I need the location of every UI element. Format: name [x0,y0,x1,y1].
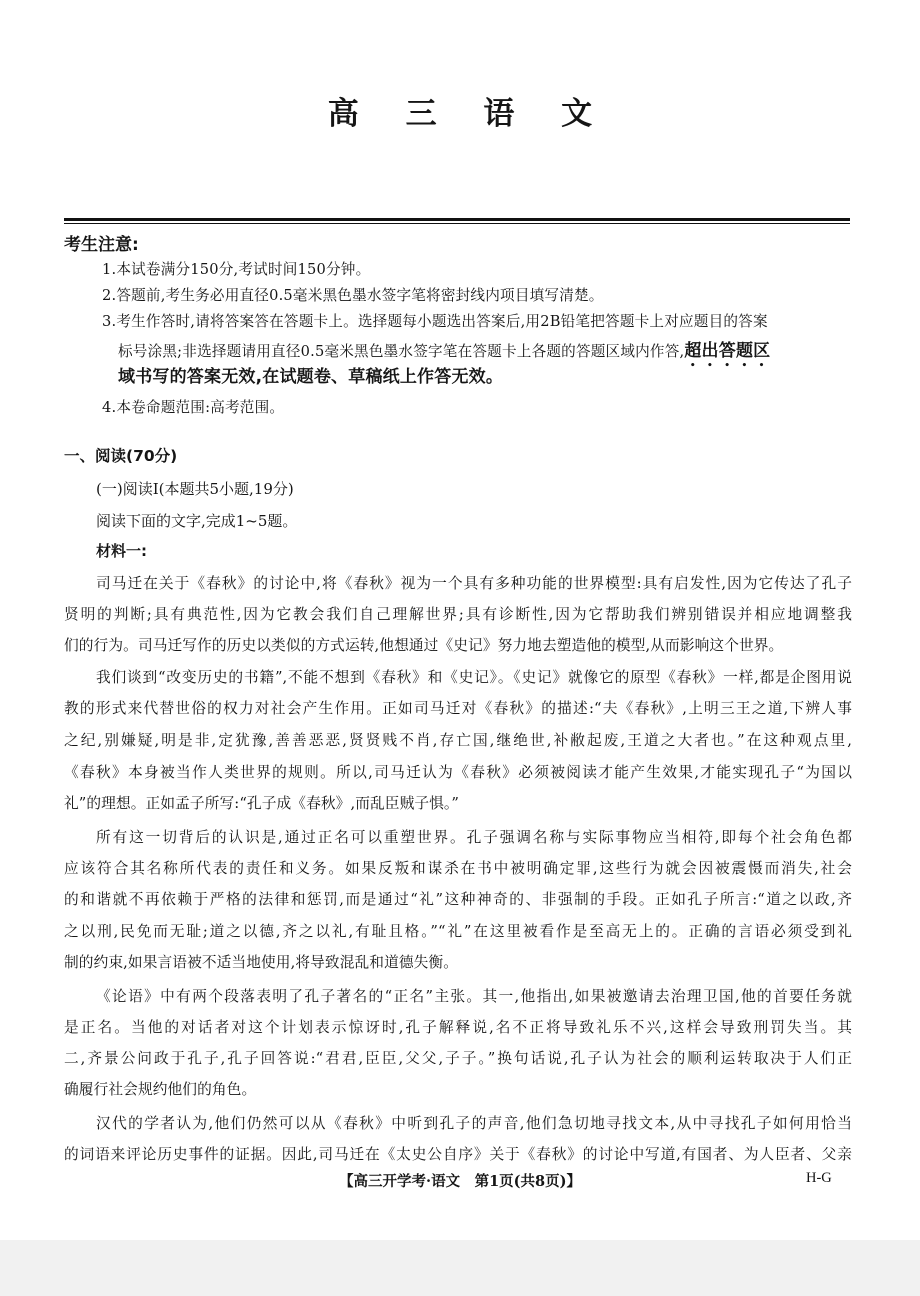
notice-item-3-text: 标号涂黑;非选择题请用直径0.5毫米黑色墨水签字笔在答题卡上各题的答题区域内作答, [118,343,685,360]
paragraph-line: 制的约束,如果言语被不适当地使用,将导致混乱和道德失衡。 [64,954,459,971]
paragraph-line: 应该符合其名称所代表的责任和义务。如果反叛和谋杀在书中被明确定罪,这些行为就会因被震慑而消失,社会 [64,860,852,877]
notice-item-4: 4.本卷命题范围:高考范围。 [102,399,285,416]
paragraph-line: 二,齐景公问政于孔子,孔子回答说:“君君,臣臣,父父,子子。”换句话说,孔子认为社会的顺利运转取决于人们正 [64,1050,852,1067]
paragraph-line: 之以刑,民免而无耻;道之以德,齐之以礼,有耻且格。”“礼”在这里被看作是至高无上的。正确的言语必须受到礼 [64,923,852,940]
reading-subheading: (一)阅读Ⅰ(本题共5小题,19分) [96,480,294,498]
exam-title: 高 三 语 文 [327,96,611,132]
page-footer: 【高三开学考·语文 第1页(共8页)】 [339,1173,581,1190]
paragraph-line: 汉代的学者认为,他们仍然可以从《春秋》中听到孔子的声音,他们急切地寻找文本,从中寻找孔子如何用恰当 [96,1115,852,1132]
paragraph-line: 所有这一切背后的认识是,通过正名可以重塑世界。孔子强调名称与实际事物应当相符,即每个社会角色都 [96,829,852,846]
notice-item-3-line-3: 域书写的答案无效,在试题卷、草稿纸上作答无效。 [118,367,504,387]
reading-instruction: 阅读下面的文字,完成1~5题。 [96,512,298,530]
paragraph-line: 确履行社会规约他们的角色。 [64,1081,257,1098]
paragraph-line: 的词语来评论历史事件的证据。因此,司马迁在《太史公自序》关于《春秋》的讨论中写道,有国者、为人臣者、父亲 [64,1146,852,1163]
header-rule-thick [64,218,850,221]
paragraph-line: 司马迁在关于《春秋》的讨论中,将《春秋》视为一个具有多种功能的世界模型:具有启发性,因为它传达了孔子 [96,575,852,592]
header-rule-thin [64,223,850,224]
section-heading: 一、阅读(70分) [64,447,178,465]
notice-item-3-emphasis: 超出答题区 [684,341,771,361]
paragraph-line: 礼”的理想。正如孟子所写:“孔子成《春秋》,而乱臣贼子惧。” [64,795,459,812]
material-label: 材料一: [96,542,147,560]
notice-item-1: 1.本试卷满分150分,考试时间150分钟。 [102,261,371,278]
notice-item-2: 2.答题前,考生务必用直径0.5毫米黑色墨水签字笔将密封线内项目填写清楚。 [102,287,604,304]
paragraph-line: 们的行为。司马迁写作的历史以类似的方式运转,他想通过《史记》努力地去塑造他的模型,从而影响这个世界。 [64,637,784,654]
paragraph-line: 之纪,别嫌疑,明是非,定犹豫,善善恶恶,贤贤贱不肖,存亡国,继绝世,补敝起废,王道之大者也。”在这种观点里, [64,732,852,749]
notice-heading: 考生注意: [64,235,139,255]
scan-margin [0,1240,920,1296]
paragraph-line: 教的形式来代替世俗的权力对社会产生作用。正如司马迁对《春秋》的描述:“夫《春秋》,上明三王之道,下辨人事 [64,700,852,717]
paragraph-line: 《春秋》本身被当作人类世界的规则。所以,司马迁认为《春秋》必须被阅读才能产生效果,才能实现孔子“为国以 [64,764,852,781]
paragraph-line: 我们谈到“改变历史的书籍”,不能不想到《春秋》和《史记》。《史记》就像它的原型《春秋》一样,都是企图用说 [96,669,852,686]
notice-item-3-line-1: 3.考生作答时,请将答案答在答题卡上。选择题每小题选出答案后,用2B铅笔把答题卡上对应题目的答案 [102,313,768,330]
paragraph-line: 的和谐就不再依赖于严格的法律和惩罚,而是通过“礼”这种神奇的、非强制的手段。正如孔子所言:“道之以政,齐 [64,891,852,908]
paragraph-line: 《论语》中有两个段落表明了孔子著名的“正名”主张。其一,他指出,如果被邀请去治理卫国,他的首要任务就 [96,988,852,1005]
paragraph-line: 是正名。当他的对话者对这个计划表示惊讶时,孔子解释说,名不正将导致礼乐不兴,这样会导致刑罚失当。其 [64,1019,852,1036]
paragraph-line: 贤明的判断;具有典范性,因为它教会我们自己理解世界;具有诊断性,因为它帮助我们辨别错误并相应地调整我 [64,606,852,623]
paper-code: H-G [806,1170,832,1186]
